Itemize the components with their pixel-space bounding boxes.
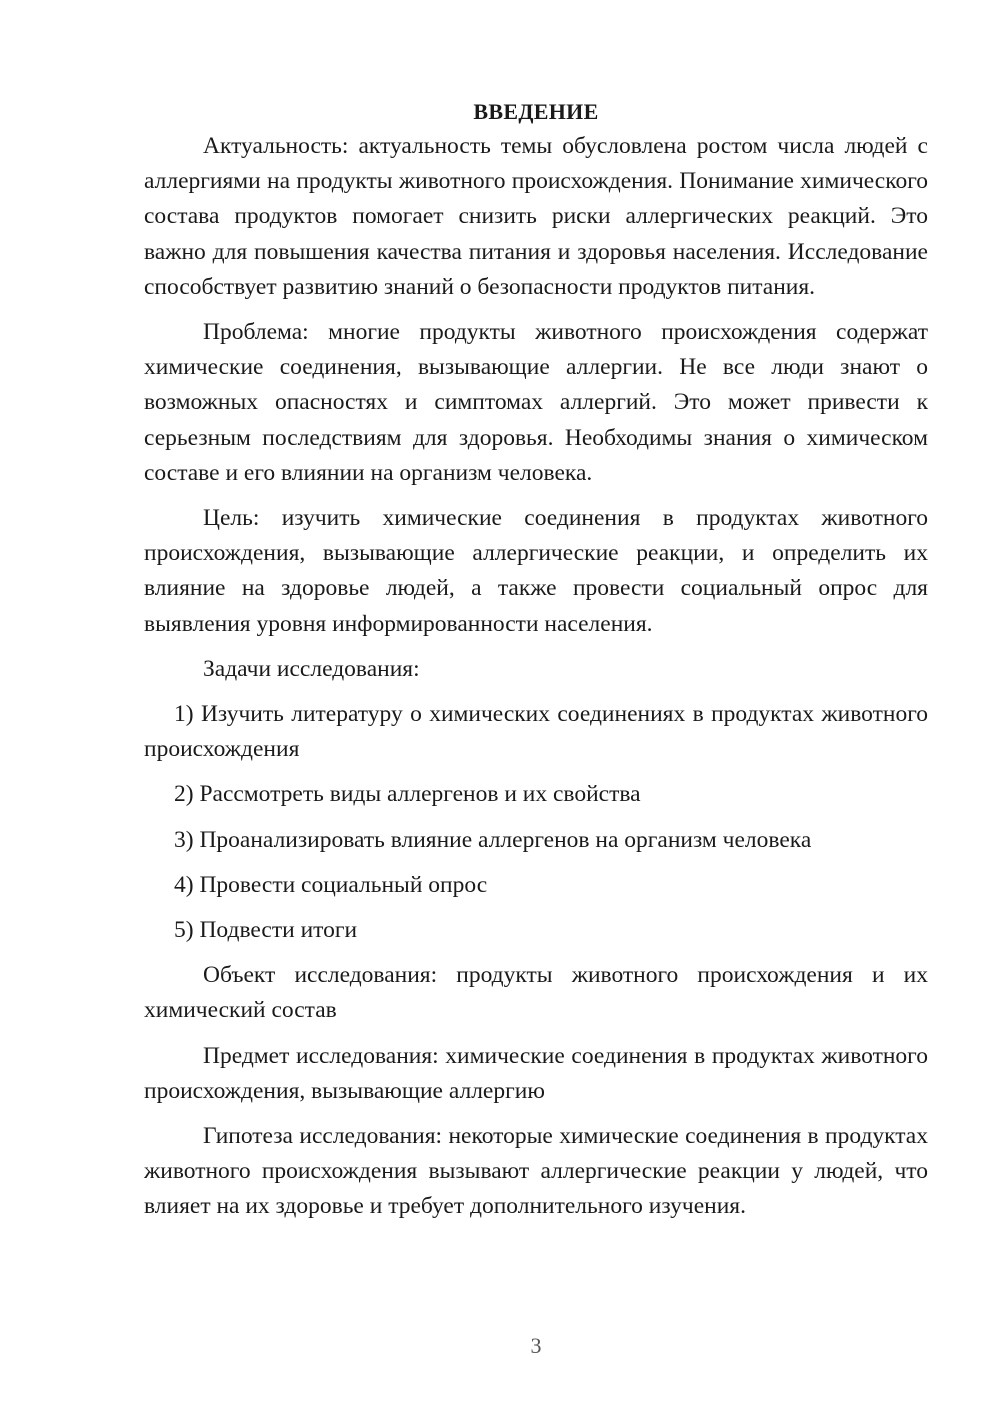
- section-title: ВВЕДЕНИЕ: [473, 99, 599, 124]
- tasks-heading: Задачи исследования:: [203, 655, 420, 682]
- task-item: 1) Изучить литературу о химических соединениях в продуктах животного происхождения: [144, 701, 928, 763]
- page-content: [144, 94, 928, 1225]
- object-paragraph: Объект исследования: продукты животного происхождения и их химический состав: [144, 962, 928, 1024]
- problem-paragraph: Проблема: многие продукты животного происхождения содержат химические соединения, вызывающие аллергии. Не все люди знают о возможных опасностях и симптомах аллергий. Это может привести к серьезным последствиям для здоровья. Необходимы знания о химическом составе и его влиянии на организм человека.: [144, 319, 928, 486]
- subject-paragraph: Предмет исследования: химические соединения в продуктах животного происхождения, вызывающие аллергию: [144, 1042, 928, 1104]
- page-number: 3: [530, 1333, 542, 1358]
- task-item: 4) Провести социальный опрос: [174, 871, 488, 898]
- goal-paragraph: Цель: изучить химические соединения в продуктах животного происхождения, вызывающие аллергические реакции, и определить их влияние на здоровье людей, а также провести социальный опрос для выявления уровня информированности населения.: [144, 505, 928, 637]
- hypothesis-paragraph: Гипотеза исследования: некоторые химические соединения в продуктах животного происхождения вызывают аллергические реакции у людей, что влияет на их здоровье и требует дополнительного изучения.: [144, 1123, 928, 1220]
- task-item: 3) Проанализировать влияние аллергенов на организм человека: [174, 826, 812, 853]
- task-item: 2) Рассмотреть виды аллергенов и их свойства: [174, 781, 641, 808]
- task-item: 5) Подвести итоги: [174, 917, 358, 944]
- relevance-paragraph: Актуальность: актуальность темы обусловлена ростом числа людей с аллергиями на продукты животного происхождения. Понимание химического состава продуктов помогает снизить риски аллергических реакций. Это важно для повышения качества питания и здоровья населения. Исследование способствует развитию знаний о безопасности продуктов питания.: [144, 133, 928, 300]
